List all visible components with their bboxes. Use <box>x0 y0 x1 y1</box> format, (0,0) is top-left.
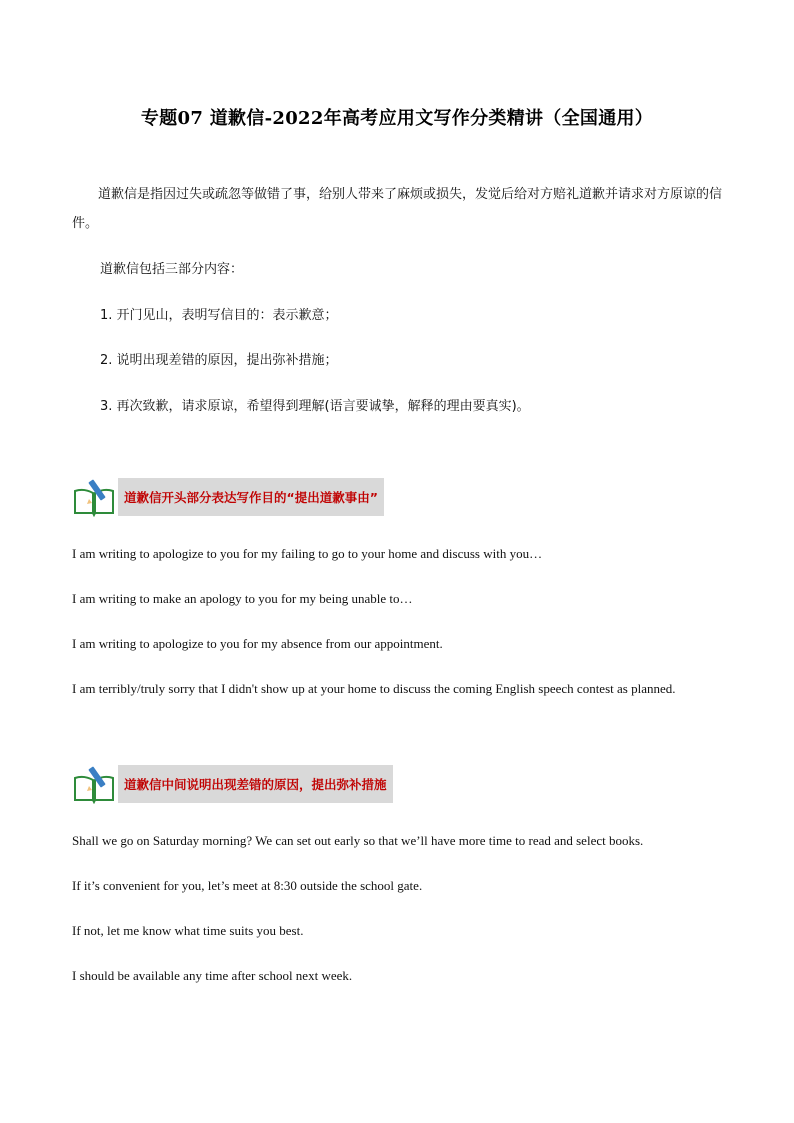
sentence-line: If not, let me know what time suits you best. <box>72 923 304 938</box>
sentence-line: I should be available any time after school next week. <box>72 968 353 983</box>
sentence-line: I am terribly/truly sorry that I didn't show up at your home to discuss the coming English speech contest as planned. <box>72 681 676 696</box>
sentence-line: Shall we go on Saturday morning? We can set out early so that we’ll have more time to read and select books. <box>72 833 644 848</box>
sentence-line: I am writing to apologize to you for my absence from our appointment. <box>72 636 443 651</box>
part-item: 2. 说明出现差错的原因，提出弥补措施； <box>100 353 338 368</box>
section-banner-1 <box>72 477 384 517</box>
section-heading: 道歉信开头部分表达写作目的“提出道歉事由” <box>118 478 384 516</box>
intro-paragraph: 道歉信是指因过失或疏忽等做错了事，给别人带来了麻烦或损失，发觉后给对方赔礼道歉并请求对方原谅的信件。 <box>72 187 723 231</box>
part-item: 1. 开门见山，表明写信目的：表示歉意； <box>100 308 338 323</box>
part-item: 3. 再次致歉，请求原谅，希望得到理解(语言要诚挚，解释的理由要真实)。 <box>100 399 530 414</box>
book-pencil-icon <box>72 764 116 804</box>
section-banner-2 <box>72 764 393 804</box>
book-pencil-icon <box>72 477 116 517</box>
section-heading: 道歉信中间说明出现差错的原因，提出弥补措施 <box>118 765 393 803</box>
sentence-line: If it’s convenient for you, let’s meet at 8:30 outside the school gate. <box>72 878 423 893</box>
page-title: 专题07 道歉信-2022年高考应用文写作分类精讲（全国通用） <box>140 108 654 129</box>
parts-heading: 道歉信包括三部分内容： <box>100 262 244 277</box>
sentence-line: I am writing to make an apology to you for my being unable to… <box>72 591 413 606</box>
sentence-line: I am writing to apologize to you for my failing to go to your home and discuss with you… <box>72 546 543 561</box>
